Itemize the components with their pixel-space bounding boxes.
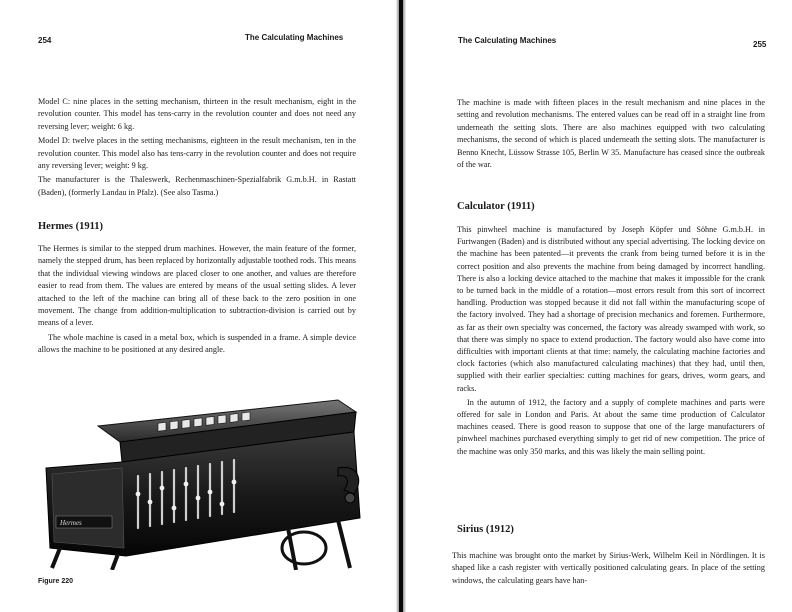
section-title-sirius: Sirius (1912) — [457, 524, 514, 535]
paragraph: Model C: nine places in the setting mechanism, thirteen in the result mechanism, eight in the revolution counter. This model has tens-carry in the revolution counter and does not need any reversing lever; weight: 6 kg. — [38, 97, 356, 131]
section-title-hermes: Hermes (1911) — [38, 221, 104, 232]
paragraph: The whole machine is cased in a metal box, which is suspended in a frame. A simple device allows the machine to be positioned at any desired angle. — [38, 332, 356, 355]
left-running-head: The Calculating Machines — [245, 33, 344, 42]
paragraph: The machine is made with fifteen places in the result mechanism and nine places in the setting and revolution mechanisms. The entered values can be read off in a straight line from underneath the setting slots. There are also machines equipped with two calculating mechanisms, the second of which is placed underneath the setting slots. The manufacturer is Benno Knecht, Lüssow Strasse 105, Berlin W 35. Manufacture has ceased since the outbreak of the war. — [457, 98, 765, 170]
machine-brand-label: Hermes — [60, 519, 82, 527]
paragraph: The Hermes is similar to the stepped drum machines. However, the main feature of the former, namely the stepped drum, has been replaced by horizontally adjustable toothed rods. This means that the individual viewing windows are placed closer to one another, and values are therefore easier to read from them. The values are entered by means of the usual setting slides. A lever attached to the left of the machine can bring all of these back to the zero position in one movement. The change from addition-multiplication to subtraction-division is carried out by means of a lever. — [38, 244, 356, 328]
hermes-machine-figure — [38, 398, 368, 570]
paragraph: The manufacturer is the Thaleswerk, Rechenmaschinen-Spezialfabrik G.m.b.H. in Rastatt (Baden), (formerly Landau in Pfalz). (See also Tasma.) — [38, 175, 356, 197]
right-intro-text — [457, 97, 765, 173]
paragraph: Model D: twelve places in the setting mechanisms, eighteen in the result mechanism, ten in the revolution counter. This model also has tens-carry in the revolution counter and does not require any reversing lever; weight: 9 kg. — [38, 136, 356, 171]
section-title-calculator: Calculator (1911) — [457, 201, 535, 212]
paragraph: In the autumn of 1912, the factory and a supply of complete machines and parts were offered for sale in London and Paris. At about the same time production of Calculator machines ceased. There is good reason to suppose that one of the large manufacturers of pinwheel machines purchased everything simply to get rid of new competition. The price of the machine was only 350 marks, and this was likely the main selling point. — [457, 397, 765, 456]
paragraph: This machine was brought onto the market by Sirius-Werk, Wilhelm Keil in Nördlingen. It is shaped like a cash register with vertically positioned calculating gears. In place of the setting windows, the calculating gears have han- — [452, 551, 765, 585]
sirius-section-text — [452, 550, 765, 589]
right-page — [400, 0, 792, 612]
hermes-machine-illustration — [38, 398, 368, 570]
calculator-section-text — [457, 224, 765, 458]
left-page-number: 254 — [38, 36, 52, 45]
left-intro-text — [38, 96, 356, 201]
right-running-head: The Calculating Machines — [458, 36, 557, 45]
paragraph: This pinwheel machine is manufactured by Joseph Köpfer und Söhne G.m.b.H. in Furtwangen (Baden) and is distributed without any special advertising. The locking device on the machine has been patented—it prevents the crank from being turned before it is in the correct position and also prevents the machine from being damaged by incorrect handling. There is also a locking device attached to the machine that makes it impossible for the crank to be turned back in the middle of a rotation—most errors result from this sort of incorrect handling. Production was stopped because it did not fall within the manufacturing scope of the factory involved. They had a shortage of precision mechanics and foremen. Furthermore, as far as their own specialty was concerned, the factory was already swamped with work, so that there was simply no space to extend production. The factory would also have come into difficulties with important clients at that time: namely, the calculating machine factories and clock factories (which also manufactured calculating machines) that they had, until then, supplied with their earlier specialties: cutting machines for gears, drives, worm gears, and racks. — [457, 225, 765, 393]
hermes-section-text — [38, 243, 356, 357]
right-page-number: 255 — [753, 40, 767, 49]
figure-caption: Figure 220 — [38, 578, 74, 585]
